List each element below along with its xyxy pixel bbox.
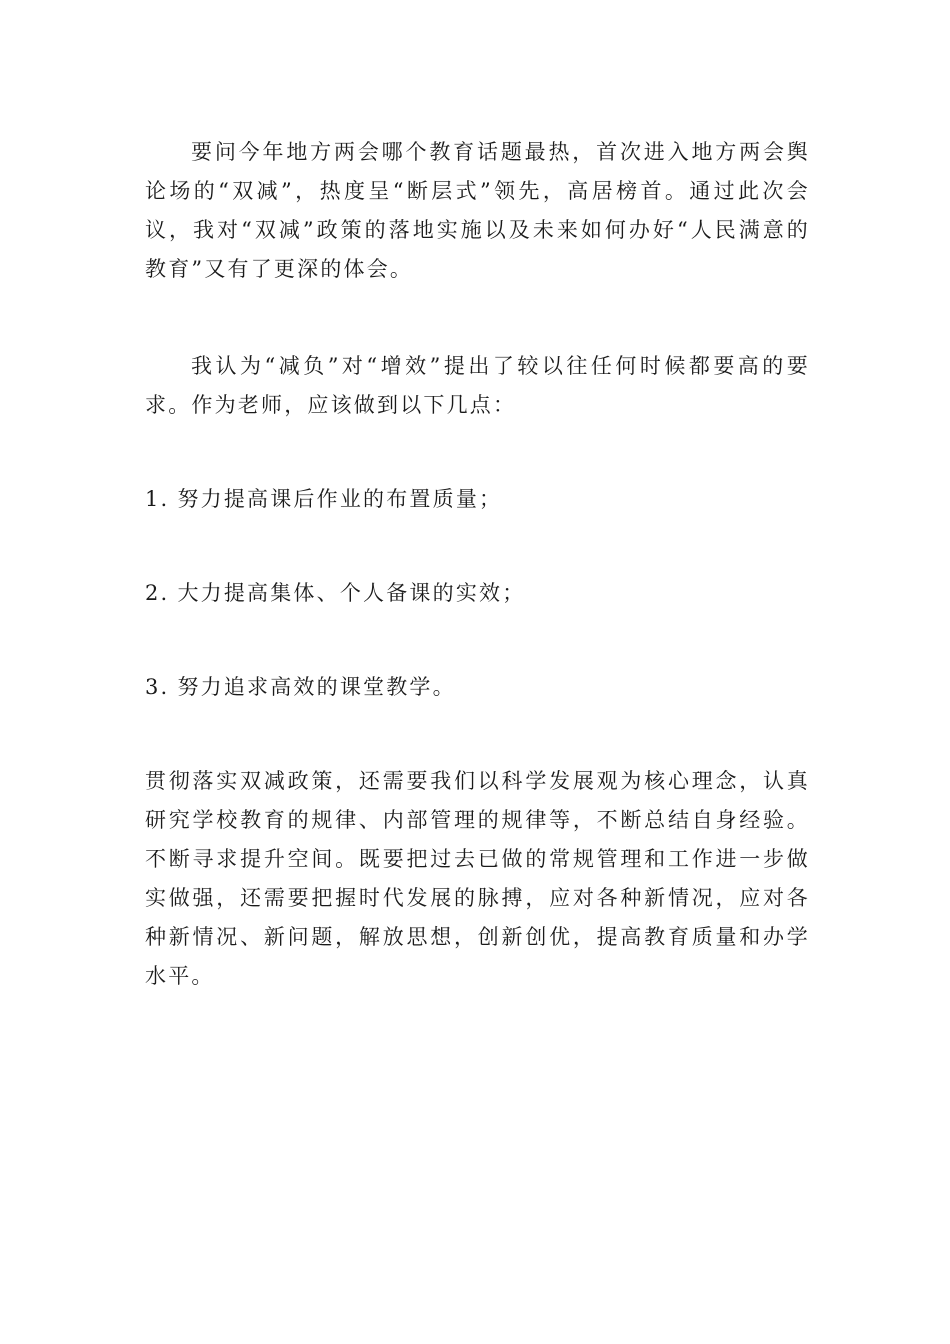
list-item <box>145 668 810 707</box>
list-item-number: 3. <box>145 675 170 699</box>
document-page <box>145 133 810 996</box>
conclusion-paragraph: 贯彻落实双减政策，还需要我们以科学发展观为核心理念，认真研究学校教育的规律、内部管理的规律等，不断总结自身经验。不断寻求提升空间。既要把过去已做的常规管理和工作进一步做实做强，还需要把握时代发展的脉搏，应对各种新情况，应对各种新情况、新问题，解放思想，创新创优，提高教育质量和办学水平。 <box>145 769 810 988</box>
list-item <box>145 480 810 519</box>
list-item-number: 1. <box>145 487 170 511</box>
list-item-text: 努力追求高效的课堂教学。 <box>177 675 456 699</box>
list-item-text: 大力提高集体、个人备课的实效； <box>177 581 526 605</box>
list-item-number: 2. <box>145 581 170 605</box>
list-item <box>145 574 810 613</box>
list-item-text: 努力提高课后作业的布置质量； <box>177 487 503 511</box>
intro-paragraph: 要问今年地方两会哪个教育话题最热，首次进入地方两会舆论场的“双减”，热度呈“断层式”领先，高居榜首。通过此次会议，我对“双减”政策的落地实施以及未来如何办好“人民满意的教育”又有了更深的体会。 <box>145 140 810 281</box>
opinion-paragraph: 我认为“减负”对“增效”提出了较以往任何时候都要高的要求。作为老师，应该做到以下几点： <box>145 354 810 417</box>
